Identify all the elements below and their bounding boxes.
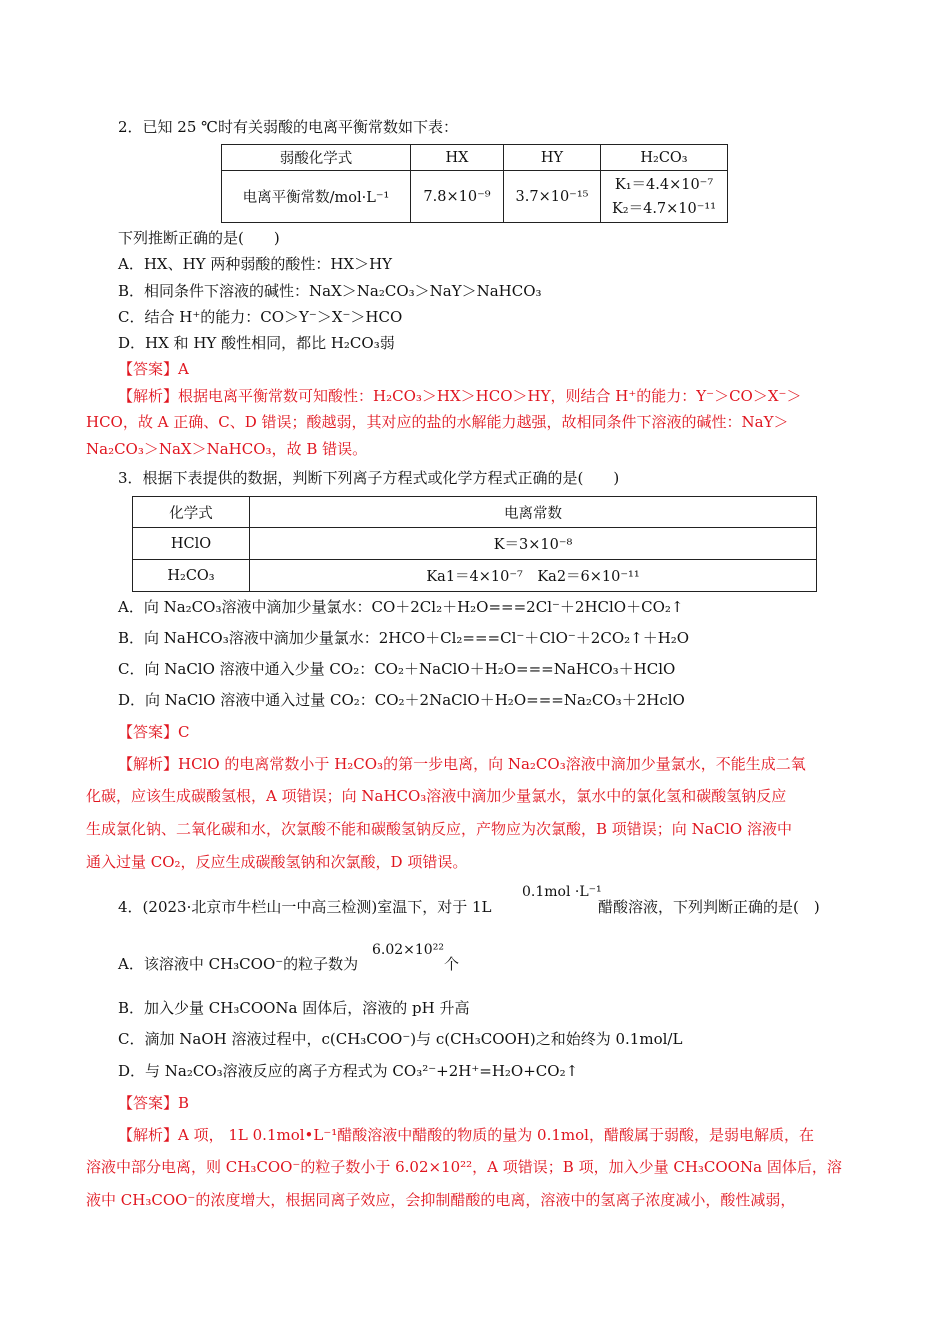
q4-option-a-number: 6.02×10²² — [372, 942, 444, 958]
q2-prompt: 下列推断正确的是( ) — [118, 229, 280, 247]
q2-analysis-line: 【解析】根据电离平衡常数可知酸性：H₂CO₃＞HX＞HCO＞HY，则结合 H⁺的能力：Y⁻＞CO＞X⁻＞ — [118, 387, 802, 405]
q3-analysis-line: 化碳，应该生成碳酸氢根，A 项错误；向 NaHCO₃溶液中滴加少量氯水，氯水中的氯化氢和碳酸氢钠反应 — [86, 787, 787, 805]
q3-row-h2co3-formula: H₂CO₃ — [133, 560, 250, 592]
q4-analysis-line: 液中 CH₃COO⁻的浓度增大，根据同离子效应，会抑制醋酸的电离，溶液中的氢离子浓度减小，酸性减弱， — [86, 1191, 796, 1209]
q3-analysis-line: 【解析】HClO 的电离常数小于 H₂CO₃的第一步电离，向 Na₂CO₃溶液中滴加少量氯水，不能生成二氧 — [118, 755, 806, 773]
q4-analysis-line: 【解析】A 项， 1L 0.1mol•L⁻¹醋酸溶液中醋酸的物质的量为 0.1mol，醋酸属于弱酸，是弱电解质，在 — [118, 1126, 814, 1144]
q2-option-a: A．HX、HY 两种弱酸的酸性：HX＞HY — [118, 255, 393, 273]
q3-option-a: A．向 Na₂CO₃溶液中滴加少量氯水：CO＋2Cl₂＋H₂O===2Cl⁻＋2HClO＋CO₂↑ — [118, 598, 684, 616]
q2-h2co3-k2: K₂＝4.7×10⁻¹¹ — [611, 200, 717, 217]
q2-header-hx: HX — [411, 145, 504, 171]
q2-header-hy: HY — [504, 145, 601, 171]
q3-header-constant: 电离常数 — [250, 497, 817, 528]
q4-option-b: B．加入少量 CH₃COONa 固体后，溶液的 pH 升高 — [118, 999, 470, 1017]
q3-row-h2co3-value: Ka1＝4×10⁻⁷ Ka2＝6×10⁻¹¹ — [250, 560, 817, 592]
q2-answer: 【答案】A — [118, 360, 189, 378]
q2-option-d: D．HX 和 HY 酸性相同，都比 H₂CO₃弱 — [118, 334, 395, 352]
q2-option-b: B．相同条件下溶液的碱性：NaX＞Na₂CO₃＞NaY＞NaHCO₃ — [118, 282, 542, 300]
q4-option-d: D．与 Na₂CO₃溶液反应的离子方程式为 CO₃²⁻+2H⁺=H₂O+CO₂↑ — [118, 1062, 579, 1080]
q3-option-b: B．向 NaHCO₃溶液中滴加少量氯水：2HCO＋Cl₂===Cl⁻＋ClO⁻＋2CO₂↑＋H₂O — [118, 629, 690, 647]
q3-option-d: D．向 NaClO 溶液中通入过量 CO₂：CO₂＋2NaClO＋H₂O===Na₂CO₃＋2HclO — [118, 691, 685, 709]
q2-hy-value: 3.7×10⁻¹⁵ — [504, 171, 601, 223]
q3-row-hclo-value: K＝3×10⁻⁸ — [250, 528, 817, 560]
q2-header-h2co3: H₂CO₃ — [601, 145, 728, 171]
q2-header-formula: 弱酸化学式 — [222, 145, 411, 171]
q4-option-a-start: A．该溶液中 CH₃COO⁻的粒子数为 — [118, 955, 359, 973]
q2-table — [221, 144, 728, 223]
q4-stem-start: 4．(2023·北京市牛栏山一中高三检测)室温下，对于 1L — [118, 898, 492, 916]
q2-h2co3-value — [601, 171, 728, 223]
q3-analysis-line: 通入过量 CO₂，反应生成碳酸氢钠和次氯酸，D 项错误。 — [86, 853, 468, 871]
q4-option-c: C．滴加 NaOH 溶液过程中，c(CH₃COO⁻)与 c(CH₃COOH)之和始终为 0.1mol/L — [118, 1030, 683, 1048]
q4-option-a-end: 个 — [444, 955, 460, 973]
q3-option-c: C．向 NaClO 溶液中通入少量 CO₂：CO₂＋NaClO＋H₂O===NaHCO₃＋HClO — [118, 660, 676, 678]
q2-row-label: 电离平衡常数/mol·L⁻¹ — [222, 171, 411, 223]
q4-answer: 【答案】B — [118, 1094, 190, 1112]
q3-answer: 【答案】C — [118, 723, 190, 741]
q3-stem: 3．根据下表提供的数据，判断下列离子方程式或化学方程式正确的是( ) — [118, 469, 620, 487]
q2-h2co3-k1: K₁＝4.4×10⁻⁷ — [614, 176, 714, 193]
q2-hx-value: 7.8×10⁻⁹ — [411, 171, 504, 223]
q4-stem-end: 醋酸溶液，下列判断正确的是( ) — [598, 898, 820, 916]
q4-stem-concentration: 0.1mol ·L⁻¹ — [522, 884, 602, 900]
q3-table — [132, 496, 817, 592]
q2-analysis-line: HCO，故 A 正确、C、D 错误；酸越弱，其对应的盐的水解能力越强，故相同条件下溶液的碱性：NaY＞ — [86, 413, 789, 431]
q3-row-hclo-formula: HClO — [133, 528, 250, 560]
q3-analysis-line: 生成氯化钠、二氧化碳和水，次氯酸不能和碳酸氢钠反应，产物应为次氯酸，B 项错误；向 NaClO 溶液中 — [86, 820, 792, 838]
q2-option-c: C．结合 H⁺的能力：CO＞Y⁻＞X⁻＞HCO — [118, 308, 403, 326]
q3-header-formula: 化学式 — [133, 497, 250, 528]
q2-stem: 2．已知 25 ℃时有关弱酸的电离平衡常数如下表： — [118, 118, 458, 136]
q2-analysis-line: Na₂CO₃＞NaX＞NaHCO₃，故 B 错误。 — [86, 440, 368, 458]
q4-analysis-line: 溶液中部分电离，则 CH₃COO⁻的粒子数小于 6.02×10²²，A 项错误；B 项，加入少量 CH₃COONa 固体后，溶 — [86, 1158, 842, 1176]
